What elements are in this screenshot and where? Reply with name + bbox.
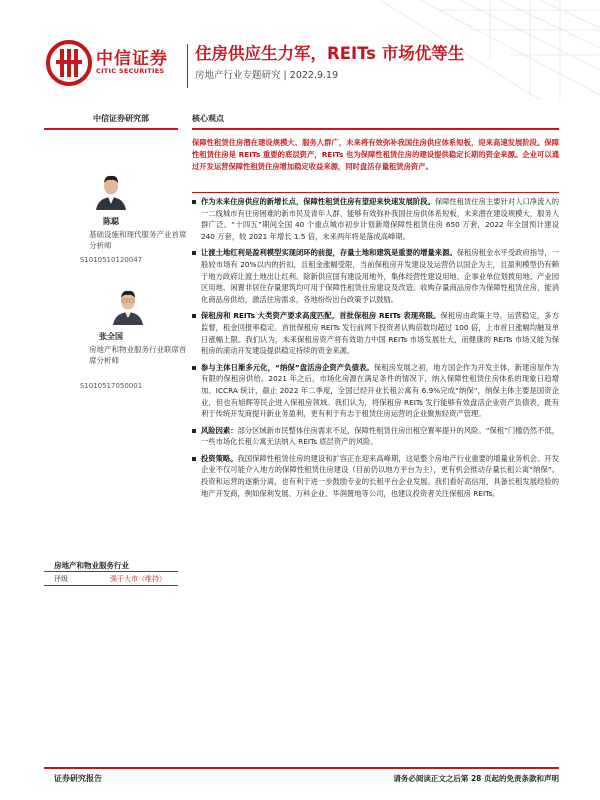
key-point-body: 保障性租赁住房主要针对人口净流入的一二线城市有住房困难的新市民及青年人群，能够有效弥补我国住房供体系短板，未来潜在建设规模大，服务人群广泛。“十四五”期间全国 40 个重点城市初步计划新增保障性租赁住房 650 万套，2022 年全国预计建设 240 万套，较 2021 年增长 1.5 倍，未来两年将是落成高峰期。 (201, 197, 560, 241)
analyst-id: S1010517050001 (79, 382, 143, 390)
summary-rule (192, 192, 559, 193)
key-point-lead: 保租房和 REITs 大类资产要求高度匹配，首批保租房 REITs 表现亮眼。 (201, 311, 441, 321)
key-point-lead: 投资策略。 (201, 453, 238, 463)
brand-name-en: CITIC SECURITIES (96, 67, 165, 75)
report-date: 2022.9.19 (289, 70, 339, 81)
key-points-list (192, 196, 559, 499)
rating-value: 强于大市（维持） (110, 575, 166, 583)
header-divider (187, 44, 188, 88)
section-rule (192, 128, 559, 130)
key-point-lead: 作为未来住房供应的新增长点，保障性租赁住房有望迎来快速发展阶段。 (201, 197, 435, 206)
key-point-body: 我国保障性租赁住房的建设和扩容正在迎来高峰期，这是整个房地产行业重要的增量业务机会。开发企业不仅可能介入地方的保障性租赁住房建设（目前仍以地方平台为主），更有机会推动存量长租公寓“纳保”。投资和运营的逐渐分离，也有利于进一步鼓励专业的长租平台企业发展。我们看好高信用，具备长租发展经验的地产开发商，例如保利发展、万科企业、华润置地等公司，也建议投资者关注保租房 REITs。 (201, 453, 559, 498)
brand-name-cn: 中信证券 (96, 49, 168, 69)
analyst-photo (94, 170, 128, 210)
key-point (192, 425, 559, 448)
key-point (192, 362, 559, 420)
subtitle-separator: | (283, 70, 290, 81)
analyst-photo (112, 285, 144, 325)
key-point (192, 310, 559, 356)
analyst-title: 基础设施和现代服务产业首席分析师 (89, 230, 187, 250)
rating-rule (44, 571, 178, 572)
bullet-square-icon (192, 366, 196, 370)
analyst-name: 陈聪 (103, 217, 119, 226)
key-point-lead: 参与主体日渐多元化，“纳保”盘活房企资产负债表。 (201, 362, 374, 372)
report-title: 住房供应生力军，REITs 市场优等生 (195, 44, 465, 63)
key-point (192, 247, 559, 305)
citic-logo (46, 40, 92, 86)
footer-rule (44, 767, 559, 769)
key-point-body: 保租房由政策主导，运营稳定，多方监督，租金回报率稳定。首批保租房 REITs 发行前网下投资者认购倍数均超过 100 倍，上市首日涨幅均触及单日涨幅上限。我们认为，未来保租房资产将有效助力中国 REITs 市场发展壮大，而健康的 REITs 市场又能为保租房的滚动开发建设提供稳定持续的资金来源。 (201, 311, 560, 356)
summary-paragraph: 保障性租赁住房潜在建设规模大、服务人群广，未来将有效弥补我国住房供应体系短板，迎来高速发展阶段。保障性租赁住房是 REITs 重要的底层资产，REITs 也为保障性租赁住房的建设提供稳定长期的资金来源。企业可以通过开发运营保障性租赁住房增加稳定收益来源，同时盘活存量租赁房资产。 (192, 138, 559, 172)
bullet-square-icon (192, 429, 196, 433)
key-point (192, 196, 559, 242)
key-point-body: 保租房租金水平受政府指导，一般较市场有 20%以内的折扣，且租金涨幅受限，当前保租房开发建设及运营仍以国企为主，且盈利模型仍有赖于地方政府让渡土地出让红利。除新供应国有建设用地外，集体经营性建设用地、企事业单位划拨用地、产业园区用地、闲置非居住存量建筑均可用于保障性租赁住房建设及改造。收购存量商品房作为保障性租赁住房，能消化商品房供给，激活住房需求，各地纷纷出台政策予以鼓励。 (201, 248, 559, 304)
section-heading: 核心观点 (192, 114, 224, 123)
bullet-square-icon (192, 314, 196, 318)
disclaimer-notice: 请务必阅读正文之后第 28 页起的免责条款和声明 (393, 774, 559, 783)
report-header (0, 0, 600, 100)
report-subtitle (195, 67, 338, 81)
key-point-body: 部分区域新市民整体住房需求不足，保障性租赁住房出租空置率提升的风险。“保租”门槛仍然不低，一些市场化长租公寓无法纳入 REITs 底层资产的风险。 (201, 425, 560, 447)
key-point-lead: 风险因素： (201, 425, 238, 435)
key-point (192, 453, 559, 499)
bullet-square-icon (192, 200, 196, 204)
report-type: 房地产行业专题研究 (195, 70, 281, 81)
rating-label: 评级 (54, 575, 68, 583)
analyst-title: 房地产和物业服务行业联席首席分析师 (89, 345, 187, 365)
key-point-lead: 让渡土地红利是盈利模型实现闭环的前提，存量土地和建筑是重要的增量来源。 (201, 248, 457, 258)
sidebar-rule (44, 128, 178, 130)
analyst-name: 张全国 (99, 332, 123, 341)
sidebar-heading: 中信证券研究部 (93, 114, 149, 123)
rating-industry: 房地产和物业服务行业 (54, 561, 129, 570)
bullet-square-icon (192, 251, 196, 255)
footer-label: 证券研究报告 (54, 774, 102, 783)
analyst-id: S1010510120047 (79, 256, 143, 264)
rating-rule (44, 585, 178, 586)
bullet-square-icon (192, 457, 196, 461)
key-point-body: 保租房发展之初，地方国企作为开发主体，新建房屋作为有限的保租房供给。2021 年之后，市场化房源在满足条件的情况下，纳入保障性租赁住房体系的现象日趋增加。ICCRA 统计，截止 2022 年二季度，全国已经开业长租公寓有 6.9%完成“纳保”，纳保主体主要是国资企业，但也有旭辉等民企进入保租房领域。我们认为，将保租房 REITs 发行能够有效盘活企业资产负债表，既有利于传统开发商提升新业务盈利，更有利于有志于租赁住房运营的企业聚焦轻资产管理。 (201, 362, 560, 419)
